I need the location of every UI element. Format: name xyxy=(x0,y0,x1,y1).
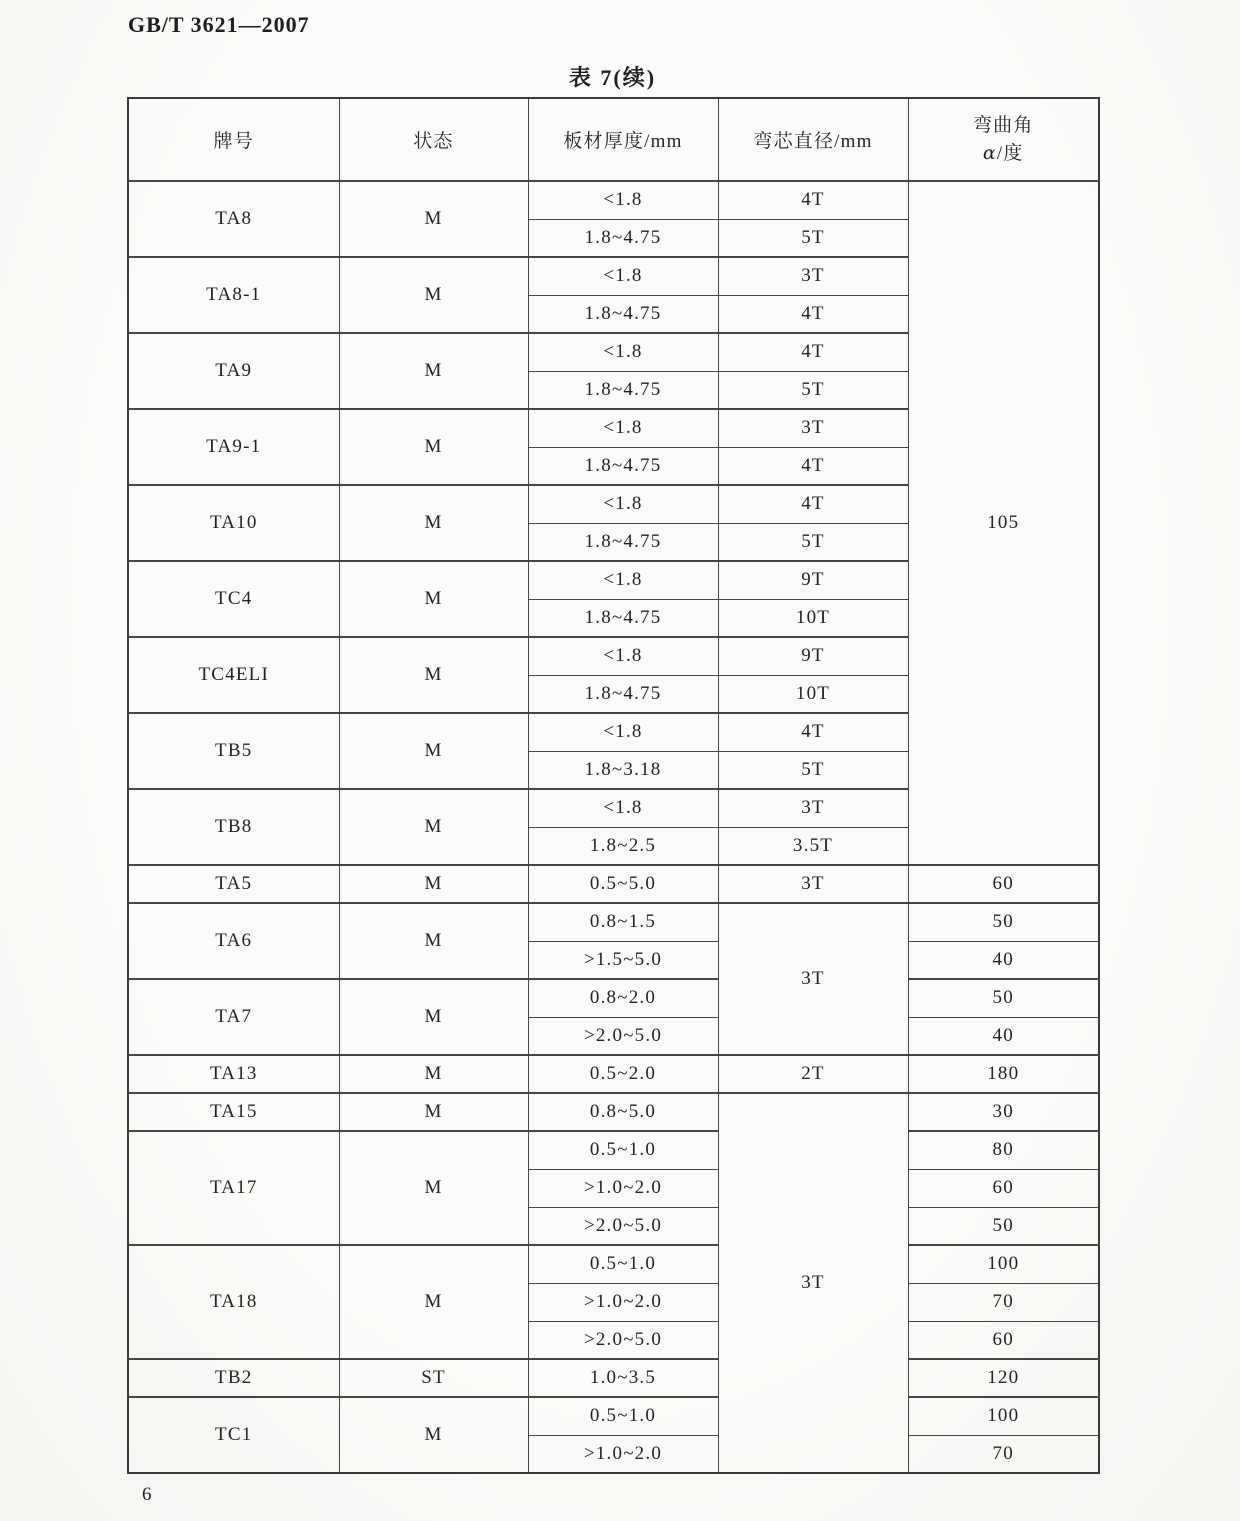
cell-angle: 50 xyxy=(908,1207,1099,1245)
cell-angle: 60 xyxy=(908,865,1099,903)
cell-angle: 80 xyxy=(908,1131,1099,1169)
cell-grade: TB5 xyxy=(128,713,339,789)
cell-grade: TA13 xyxy=(128,1055,339,1093)
cell-core: 3T xyxy=(718,409,908,447)
cell-thickness: <1.8 xyxy=(528,333,718,371)
cell-grade: TA10 xyxy=(128,485,339,561)
standard-number: GB/T 3621—2007 xyxy=(128,12,310,37)
cell-angle: 40 xyxy=(908,1017,1099,1055)
cell-thickness: <1.8 xyxy=(528,713,718,751)
cell-angle: 60 xyxy=(908,1169,1099,1207)
cell-thickness: 1.8~3.18 xyxy=(528,751,718,789)
cell-state: M xyxy=(339,561,528,637)
cell-state: M xyxy=(339,713,528,789)
cell-grade: TA5 xyxy=(128,865,339,903)
cell-core: 2T xyxy=(718,1055,908,1093)
col-header-state: 状态 xyxy=(339,98,528,181)
table-row xyxy=(128,181,1099,219)
col-header-thickness: 板材厚度/mm xyxy=(528,98,718,181)
cell-thickness: 0.8~2.0 xyxy=(528,979,718,1017)
cell-core: 9T xyxy=(718,561,908,599)
cell-core: 4T xyxy=(718,333,908,371)
cell-state: M xyxy=(339,637,528,713)
cell-thickness: <1.8 xyxy=(528,561,718,599)
cell-thickness: 0.5~1.0 xyxy=(528,1131,718,1169)
cell-thickness: <1.8 xyxy=(528,181,718,219)
cell-thickness: 1.8~4.75 xyxy=(528,675,718,713)
cell-grade: TA9 xyxy=(128,333,339,409)
cell-grade: TA9-1 xyxy=(128,409,339,485)
cell-thickness: 0.8~1.5 xyxy=(528,903,718,941)
table-row xyxy=(128,1093,1099,1131)
bend-angle-label-line2 xyxy=(909,140,1099,168)
cell-thickness: >2.0~5.0 xyxy=(528,1321,718,1359)
header-row xyxy=(128,98,1099,181)
cell-core: 10T xyxy=(718,599,908,637)
cell-grade: TC4ELI xyxy=(128,637,339,713)
cell-angle: 120 xyxy=(908,1359,1099,1397)
cell-state: M xyxy=(339,181,528,257)
cell-angle: 50 xyxy=(908,903,1099,941)
cell-grade: TA17 xyxy=(128,1131,339,1245)
cell-thickness: <1.8 xyxy=(528,637,718,675)
cell-thickness: 1.8~4.75 xyxy=(528,371,718,409)
cell-thickness: <1.8 xyxy=(528,409,718,447)
cell-grade: TA18 xyxy=(128,1245,339,1359)
table-title: 表 7(续) xyxy=(568,65,657,90)
cell-state: ST xyxy=(339,1359,528,1397)
cell-angle: 100 xyxy=(908,1245,1099,1283)
col-header-grade: 牌号 xyxy=(128,98,339,181)
cell-thickness: 1.8~2.5 xyxy=(528,827,718,865)
cell-grade: TB2 xyxy=(128,1359,339,1397)
cell-state: M xyxy=(339,1131,528,1245)
cell-core: 4T xyxy=(718,713,908,751)
cell-state: M xyxy=(339,485,528,561)
table-row xyxy=(128,865,1099,903)
cell-core: 5T xyxy=(718,751,908,789)
cell-grade: TA7 xyxy=(128,979,339,1055)
cell-state: M xyxy=(339,979,528,1055)
cell-state: M xyxy=(339,789,528,865)
table-row xyxy=(128,1245,1099,1283)
cell-thickness: >2.0~5.0 xyxy=(528,1207,718,1245)
cell-state: M xyxy=(339,903,528,979)
cell-thickness: 0.5~2.0 xyxy=(528,1055,718,1093)
cell-state: M xyxy=(339,1093,528,1131)
cell-angle: 70 xyxy=(908,1283,1099,1321)
cell-core: 3.5T xyxy=(718,827,908,865)
cell-core: 4T xyxy=(718,181,908,219)
cell-thickness: 0.5~5.0 xyxy=(528,865,718,903)
cell-core: 5T xyxy=(718,523,908,561)
cell-core: 5T xyxy=(718,219,908,257)
cell-thickness: 0.5~1.0 xyxy=(528,1397,718,1435)
cell-core: 3T xyxy=(718,789,908,827)
cell-state: M xyxy=(339,409,528,485)
cell-core: 3T xyxy=(718,257,908,295)
cell-state: M xyxy=(339,1245,528,1359)
cell-thickness: 1.8~4.75 xyxy=(528,295,718,333)
cell-thickness: >1.0~2.0 xyxy=(528,1283,718,1321)
cell-thickness: 1.8~4.75 xyxy=(528,447,718,485)
cell-thickness: <1.8 xyxy=(528,257,718,295)
cell-angle: 70 xyxy=(908,1435,1099,1473)
cell-grade: TA15 xyxy=(128,1093,339,1131)
cell-grade: TA8 xyxy=(128,181,339,257)
cell-thickness: >2.0~5.0 xyxy=(528,1017,718,1055)
cell-angle: 180 xyxy=(908,1055,1099,1093)
cell-thickness: 1.8~4.75 xyxy=(528,219,718,257)
cell-thickness: <1.8 xyxy=(528,789,718,827)
cell-core: 4T xyxy=(718,485,908,523)
table-row xyxy=(128,1131,1099,1169)
cell-thickness: >1.0~2.0 xyxy=(528,1169,718,1207)
page-number: 6 xyxy=(142,1484,152,1505)
cell-core-merged: 3T xyxy=(718,903,908,1055)
col-header-bend-angle xyxy=(908,98,1099,181)
cell-angle: 30 xyxy=(908,1093,1099,1131)
bend-angle-label-line1: 弯曲角 xyxy=(972,114,1034,136)
cell-thickness: 0.8~5.0 xyxy=(528,1093,718,1131)
cell-angle: 100 xyxy=(908,1397,1099,1435)
cell-state: M xyxy=(339,865,528,903)
cell-thickness: 0.5~1.0 xyxy=(528,1245,718,1283)
cell-grade: TA8-1 xyxy=(128,257,339,333)
cell-core: 4T xyxy=(718,295,908,333)
table-row xyxy=(128,1055,1099,1093)
cell-core: 3T xyxy=(718,865,908,903)
cell-angle-merged: 105 xyxy=(908,181,1099,865)
cell-core: 10T xyxy=(718,675,908,713)
cell-thickness: 1.8~4.75 xyxy=(528,599,718,637)
cell-core-merged: 3T xyxy=(718,1093,908,1473)
cell-thickness: <1.8 xyxy=(528,485,718,523)
cell-grade: TB8 xyxy=(128,789,339,865)
cell-state: M xyxy=(339,1055,528,1093)
table-row xyxy=(128,1397,1099,1435)
cell-thickness: >1.5~5.0 xyxy=(528,941,718,979)
cell-grade: TA6 xyxy=(128,903,339,979)
col-header-core-diameter: 弯芯直径/mm xyxy=(718,98,908,181)
cell-core: 9T xyxy=(718,637,908,675)
cell-angle: 40 xyxy=(908,941,1099,979)
cell-angle: 60 xyxy=(908,1321,1099,1359)
table-row xyxy=(128,1359,1099,1397)
cell-thickness: >1.0~2.0 xyxy=(528,1435,718,1473)
cell-grade: TC1 xyxy=(128,1397,339,1473)
angle-unit: /度 xyxy=(996,142,1024,164)
cell-thickness: 1.8~4.75 xyxy=(528,523,718,561)
cell-angle: 50 xyxy=(908,979,1099,1017)
table-row xyxy=(128,979,1099,1017)
table-row xyxy=(128,903,1099,941)
cell-state: M xyxy=(339,1397,528,1473)
cell-state: M xyxy=(339,333,528,409)
cell-state: M xyxy=(339,257,528,333)
bend-test-table xyxy=(127,97,1100,1474)
cell-core: 4T xyxy=(718,447,908,485)
cell-grade: TC4 xyxy=(128,561,339,637)
cell-core: 5T xyxy=(718,371,908,409)
cell-thickness: 1.0~3.5 xyxy=(528,1359,718,1397)
alpha-symbol: α xyxy=(982,141,997,164)
